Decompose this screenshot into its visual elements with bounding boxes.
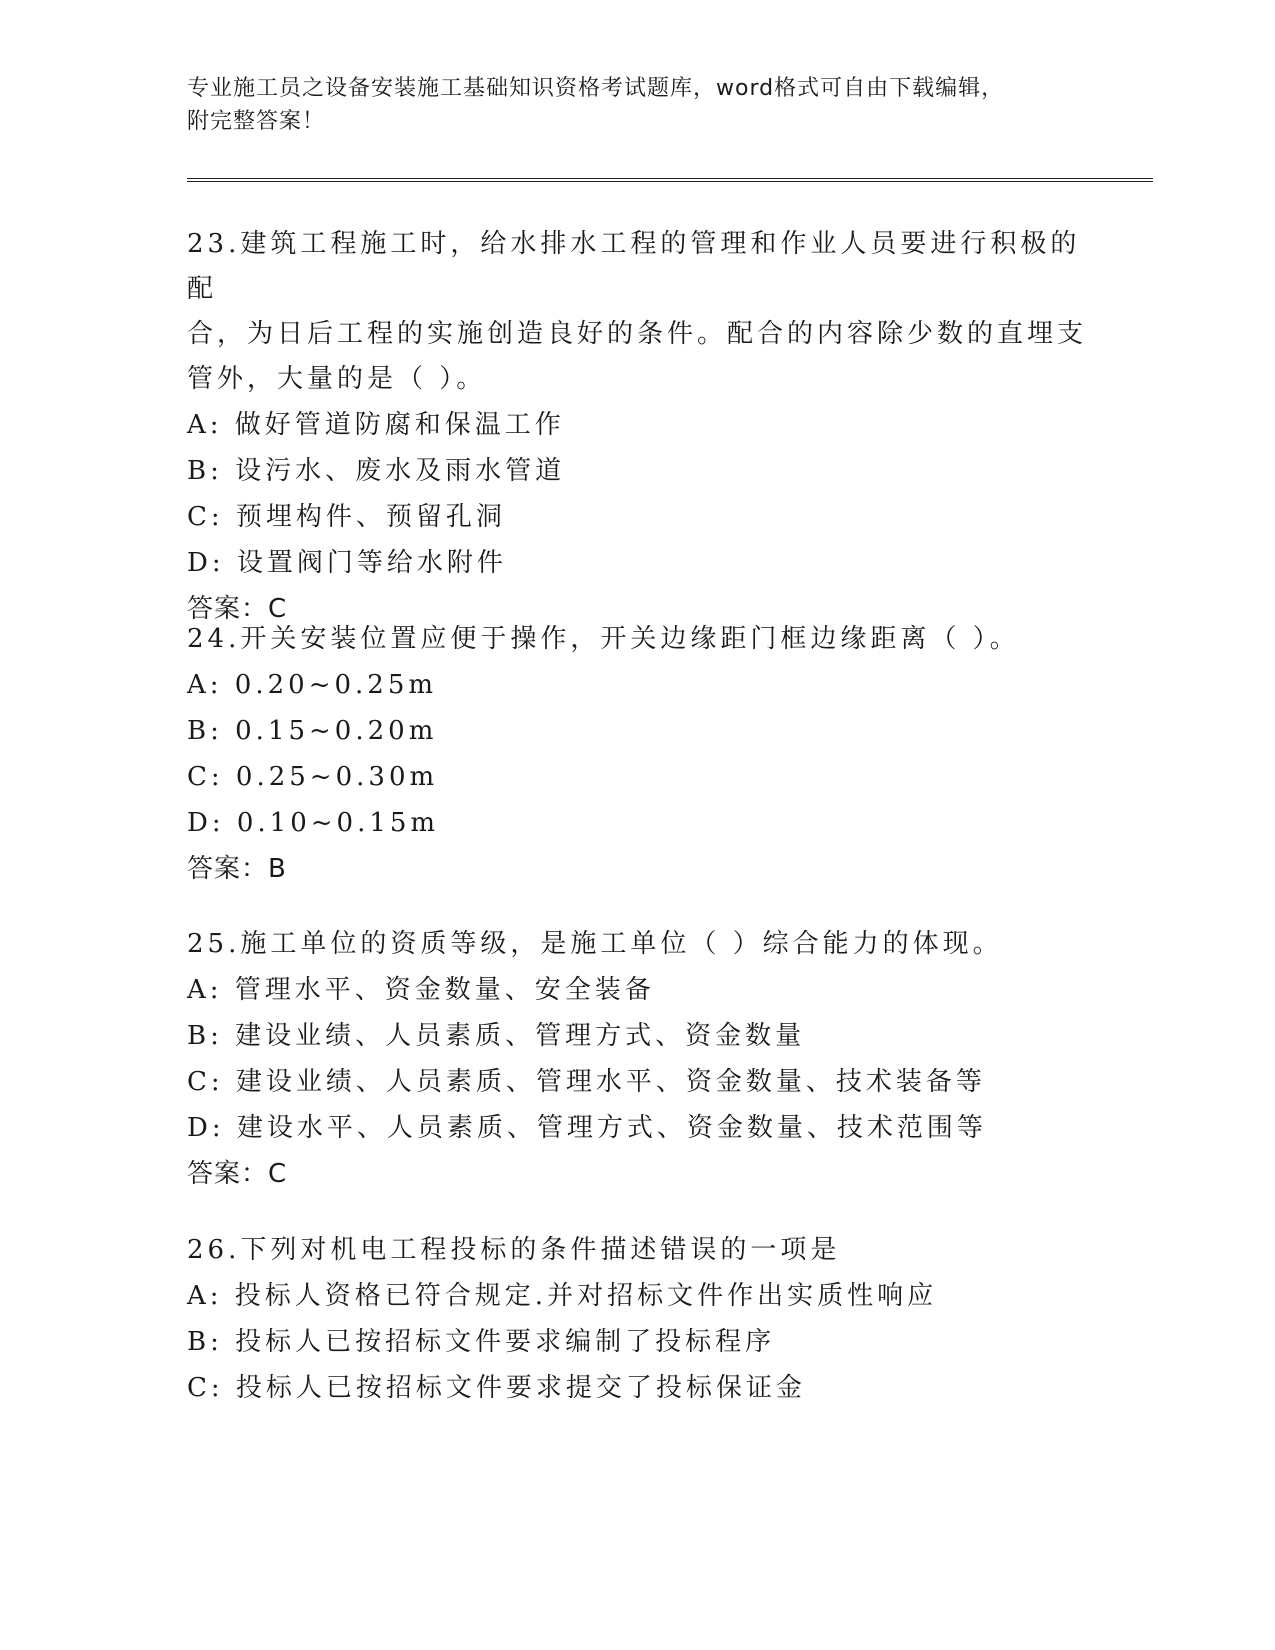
question-26	[187, 1228, 1087, 1411]
document-header	[187, 72, 1087, 138]
option-c: C: 预埋构件、预留孔洞	[187, 502, 506, 532]
answer-line: 答案：C	[187, 1159, 288, 1189]
question-stem-line: 25.施工单位的资质等级，是施工单位（ ）综合能力的体现。	[187, 929, 1003, 959]
answer-line: 答案：B	[187, 854, 287, 884]
option-d: D: 建设水平、人员素质、管理方式、资金数量、技术范围等	[187, 1113, 987, 1143]
option-c: C: 投标人已按招标文件要求提交了投标保证金	[187, 1373, 806, 1403]
option-a: A: 投标人资格已符合规定.并对招标文件作出实质性响应	[187, 1281, 938, 1311]
option-b: B: 设污水、废水及雨水管道	[187, 456, 566, 486]
question-stem-line: 23.建筑工程施工时，给水排水工程的管理和作业人员要进行积极的配	[187, 229, 1081, 304]
question-24	[187, 617, 1087, 892]
option-c: C: 0.25~0.30m	[187, 762, 439, 792]
option-d: D: 0.10~0.15m	[187, 808, 440, 838]
question-stem-line: 管外，大量的是（ ）。	[187, 364, 487, 394]
option-a: A: 管理水平、资金数量、安全装备	[187, 975, 655, 1005]
option-b: B: 投标人已按招标文件要求编制了投标程序	[187, 1327, 776, 1357]
question-stem-line: 26.下列对机电工程投标的条件描述错误的一项是	[187, 1235, 841, 1265]
header-line-2: 附完整答案！	[187, 109, 326, 134]
option-b: B: 建设业绩、人员素质、管理方式、资金数量	[187, 1021, 806, 1051]
header-line-1: 专业施工员之设备安装施工基础知识资格考试题库，word格式可自由下载编辑，	[187, 76, 1005, 101]
question-23	[187, 222, 1087, 632]
question-25	[187, 922, 1087, 1197]
question-stem-line: 24.开关安装位置应便于操作，开关边缘距门框边缘距离（ ）。	[187, 624, 1020, 654]
option-b: B: 0.15~0.20m	[187, 716, 438, 746]
option-d: D: 设置阀门等给水附件	[187, 548, 507, 578]
answer-line: 答案：C	[187, 594, 288, 624]
header-divider	[187, 178, 1153, 182]
option-a: A: 做好管道防腐和保温工作	[187, 410, 565, 440]
question-stem-line: 合，为日后工程的实施创造良好的条件。配合的内容除少数的直埋支	[187, 319, 1088, 349]
option-a: A: 0.20~0.25m	[187, 670, 438, 700]
option-c: C: 建设业绩、人员素质、管理水平、资金数量、技术装备等	[187, 1067, 986, 1097]
